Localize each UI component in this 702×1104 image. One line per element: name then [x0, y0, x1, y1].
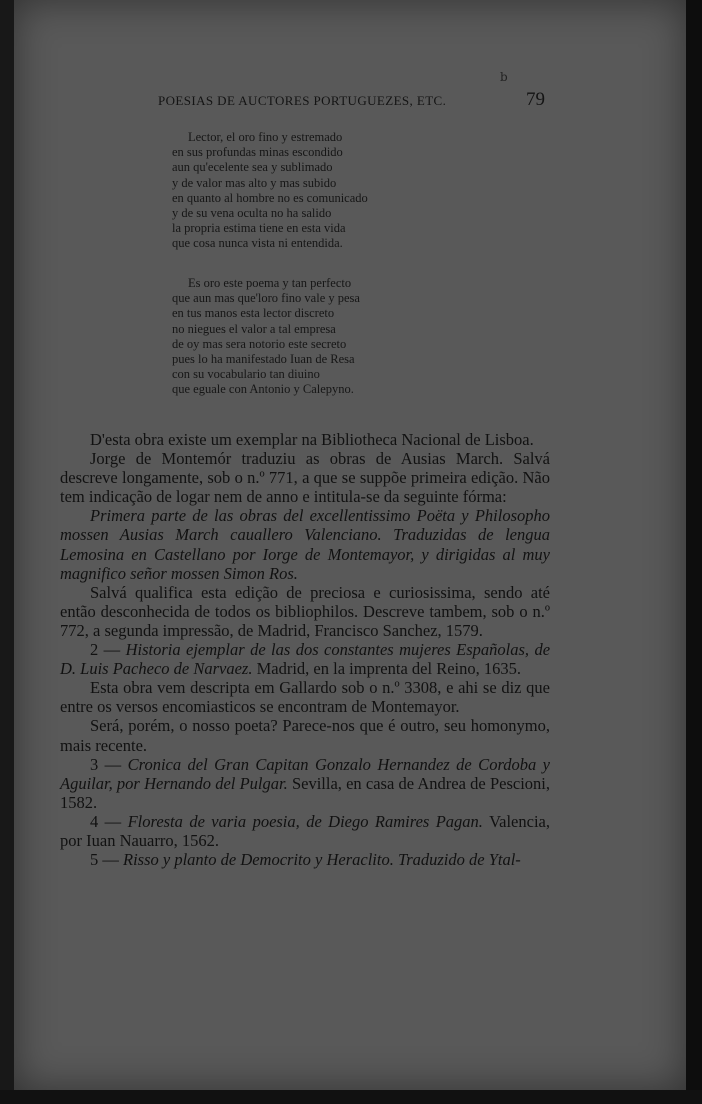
- paragraph: Jorge de Montemór traduziu as obras de Ausias March. Salvá descreve longamente, sob o n.º 771, a que se suppõe primeira edição. Não tem indicação de logar nem de anno e intitula-se da seguinte fórma:: [60, 449, 550, 507]
- poem-line: la propria estima tiene en esta vida: [172, 221, 346, 236]
- poem-line: en quanto al hombre no es comunicado: [172, 190, 368, 205]
- poem-line: pues lo ha manifestado Iuan de Resa: [172, 352, 355, 367]
- body-text: [60, 430, 550, 869]
- corner-mark: b: [500, 70, 508, 84]
- poem-line: Es oro este poema y tan perfecto: [188, 276, 352, 290]
- poem-line: que cosa nunca vista ni entendida.: [172, 236, 343, 251]
- poem-line: y de su vena oculta no ha salido: [172, 206, 332, 221]
- paragraph: Salvá qualifica esta edição de preciosa e curiosissima, sendo até então desconhecida de todos os bibliophilos. Descreve tambem, sob o n.º 772, a segunda impressão, de Madrid, Francisco Sanchez, 1579.: [60, 582, 550, 640]
- poem-line: en tus manos esta lector discreto: [172, 306, 335, 321]
- poem-stanza-2: [172, 276, 472, 398]
- entry-2: [60, 640, 550, 678]
- poem-line: aun qu'ecelente sea y sublimado: [172, 160, 333, 175]
- paragraph: D'esta obra existe um exemplar na Bibliotheca Nacional de Lisboa.: [90, 430, 534, 449]
- poem-line: en sus profundas minas escondido: [172, 145, 343, 160]
- poem-stanza-1: [172, 130, 472, 252]
- poem-line: con su vocabulario tan diuino: [172, 367, 320, 382]
- entry-number: 2 —: [90, 640, 121, 660]
- entry-4: [60, 812, 550, 850]
- poem-line: que aun mas que'loro fino vale y pesa: [172, 291, 360, 306]
- entry-title: Risso y planto de Democrito y Heraclito. Traduzido de Ytal-: [123, 850, 521, 870]
- poem-line: no niegues el valor a tal empresa: [172, 321, 336, 336]
- page-edge-shadow: [686, 0, 702, 1104]
- entry-imprint: Valencia, por Iuan Nauarro, 1562.: [60, 811, 550, 850]
- paragraph: Esta obra vem descripta em Gallardo sob o n.º 3308, e ahi se diz que entre os versos encomiasticos se encontram de Montemayor.: [60, 678, 550, 717]
- paragraph-title-quote: [60, 506, 550, 582]
- entry-title: Floresta de varia poesia, de Diego Ramires Pagan.: [127, 811, 483, 831]
- poem-line: que eguale con Antonio y Calepyno.: [172, 382, 354, 397]
- page-number: 79: [526, 89, 545, 110]
- entry-title: Cronica del Gran Capitan Gonzalo Hernandez de Cordoba y Aguilar, por Hernando del Pulgar.: [60, 754, 551, 793]
- entry-number: 5 —: [90, 850, 119, 870]
- paragraph: Será, porém, o nosso poeta? Parece-nos que é outro, seu homonymo, mais recente.: [60, 716, 550, 755]
- page-bottom-shadow: [0, 1090, 702, 1104]
- entry-number: 4 —: [90, 811, 122, 831]
- entry-imprint: Sevilla, en casa de Andrea de Pescioni, 1582.: [60, 773, 550, 812]
- entry-3: [60, 755, 550, 812]
- entry-5: [60, 850, 550, 869]
- entry-number: 3 —: [90, 754, 122, 774]
- entry-imprint: Madrid, en la imprenta del Reino, 1635.: [256, 659, 521, 679]
- running-head: POESIAS DE AUCTORES PORTUGUEZES, ETC.: [158, 93, 447, 108]
- entry-title: Historia ejemplar de las dos constantes mujeres Españolas, de D. Luis Pacheco de Narvaez.: [60, 640, 551, 679]
- poem-line: Lector, el oro fino y estremado: [188, 130, 343, 144]
- poem-line: de oy mas sera notorio este secreto: [172, 336, 347, 351]
- book-title: Primera parte de las obras del excellentissimo Poëta y Philosopho mossen Ausias March cauallero Valenciano. Traduzidas de lengua Lemosina en Castellano por Iorge de Montemayor, y dirigidas al muy magnifico señor mossen Simon Ros.: [60, 506, 550, 583]
- poem-line: y de valor mas alto y mas subido: [172, 175, 337, 190]
